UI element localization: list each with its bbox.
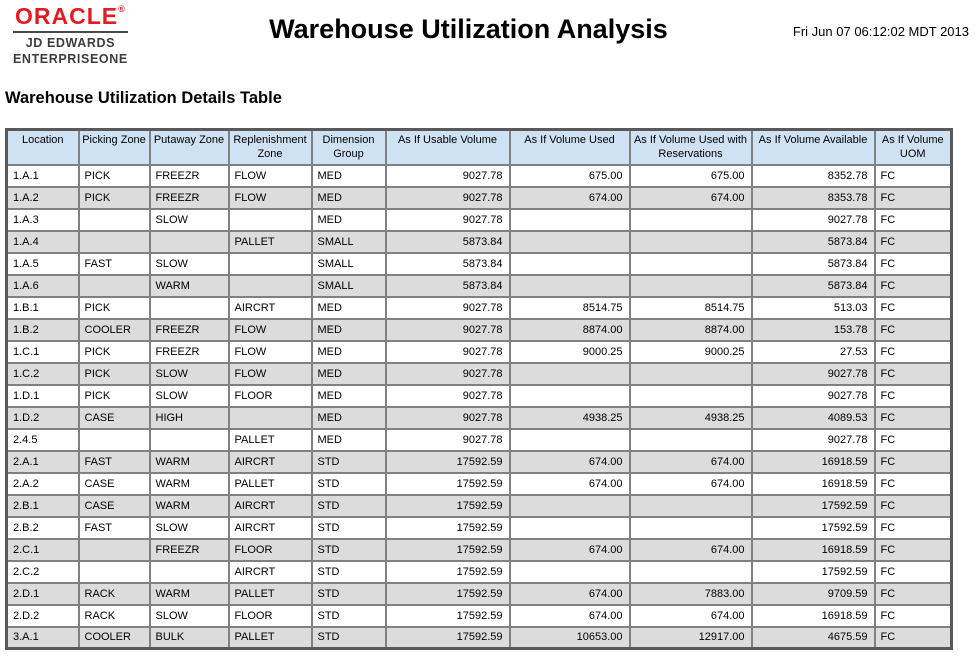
table-row bbox=[7, 165, 952, 187]
report-title: Warehouse Utilization Analysis bbox=[269, 14, 668, 44]
table-cell: AIRCRT bbox=[229, 495, 312, 517]
table-cell bbox=[510, 209, 630, 231]
table-cell: MED bbox=[312, 363, 386, 385]
table-cell: 2.C.1 bbox=[7, 539, 79, 561]
table-cell: FC bbox=[875, 363, 952, 385]
table-cell bbox=[229, 253, 312, 275]
table-row bbox=[7, 473, 952, 495]
table-cell: 9027.78 bbox=[386, 363, 510, 385]
table-cell: AIRCRT bbox=[229, 297, 312, 319]
column-header: As If Volume Used with Reservations bbox=[630, 130, 752, 165]
table-cell bbox=[150, 231, 229, 253]
table-cell: STD bbox=[312, 539, 386, 561]
table-cell: 674.00 bbox=[510, 451, 630, 473]
table-cell: FLOW bbox=[229, 165, 312, 187]
table-cell: STD bbox=[312, 517, 386, 539]
table-cell: WARM bbox=[150, 451, 229, 473]
column-header: Dimension Group bbox=[312, 130, 386, 165]
oracle-brand-text: ORACLE bbox=[15, 3, 119, 29]
table-cell: 9027.78 bbox=[386, 209, 510, 231]
table-cell bbox=[510, 495, 630, 517]
table-row bbox=[7, 275, 952, 297]
table-row bbox=[7, 627, 952, 649]
table-cell: 8353.78 bbox=[752, 187, 875, 209]
table-cell: 5873.84 bbox=[752, 275, 875, 297]
table-cell: 17592.59 bbox=[386, 583, 510, 605]
table-cell bbox=[630, 429, 752, 451]
table-cell: 9027.78 bbox=[386, 341, 510, 363]
column-header: As If Volume Used bbox=[510, 130, 630, 165]
table-row bbox=[7, 605, 952, 627]
table-cell: WARM bbox=[150, 583, 229, 605]
table-cell: 1.A.5 bbox=[7, 253, 79, 275]
table-cell: 16918.59 bbox=[752, 451, 875, 473]
table-cell: 9027.78 bbox=[386, 429, 510, 451]
table-cell: 674.00 bbox=[510, 539, 630, 561]
table-cell: 2.B.2 bbox=[7, 517, 79, 539]
table-cell: 5873.84 bbox=[752, 253, 875, 275]
table-row bbox=[7, 231, 952, 253]
table-cell: FC bbox=[875, 187, 952, 209]
table-cell: 9027.78 bbox=[386, 297, 510, 319]
table-cell: SMALL bbox=[312, 231, 386, 253]
table-cell: 16918.59 bbox=[752, 539, 875, 561]
table-cell: 17592.59 bbox=[752, 495, 875, 517]
table-row bbox=[7, 539, 952, 561]
table-cell: FC bbox=[875, 429, 952, 451]
table-cell: RACK bbox=[79, 583, 150, 605]
table-cell: STD bbox=[312, 627, 386, 649]
table-cell: FC bbox=[875, 517, 952, 539]
table-cell: 9709.59 bbox=[752, 583, 875, 605]
table-cell: FC bbox=[875, 539, 952, 561]
table-cell: FLOOR bbox=[229, 385, 312, 407]
table-cell: 674.00 bbox=[510, 583, 630, 605]
table-cell: 9027.78 bbox=[386, 407, 510, 429]
column-header: Picking Zone bbox=[79, 130, 150, 165]
table-cell: 153.78 bbox=[752, 319, 875, 341]
table-cell bbox=[510, 231, 630, 253]
table-cell: 17592.59 bbox=[386, 495, 510, 517]
table-cell: 4938.25 bbox=[630, 407, 752, 429]
table-cell: FC bbox=[875, 165, 952, 187]
column-header: Putaway Zone bbox=[150, 130, 229, 165]
table-cell: SMALL bbox=[312, 275, 386, 297]
table-row bbox=[7, 297, 952, 319]
table-cell bbox=[229, 209, 312, 231]
table-cell: 2.4.5 bbox=[7, 429, 79, 451]
table-cell: 1.C.1 bbox=[7, 341, 79, 363]
table-cell: 16918.59 bbox=[752, 473, 875, 495]
table-cell: 674.00 bbox=[510, 605, 630, 627]
registered-trademark-icon: ® bbox=[118, 4, 126, 14]
table-cell: FREEZR bbox=[150, 187, 229, 209]
table-cell: FLOW bbox=[229, 341, 312, 363]
table-cell: 674.00 bbox=[630, 451, 752, 473]
table-cell: WARM bbox=[150, 495, 229, 517]
table-cell: MED bbox=[312, 385, 386, 407]
table-cell: PALLET bbox=[229, 429, 312, 451]
table-cell: 8352.78 bbox=[752, 165, 875, 187]
table-cell: 5873.84 bbox=[386, 253, 510, 275]
table-cell bbox=[630, 253, 752, 275]
table-cell: STD bbox=[312, 451, 386, 473]
table-cell: FLOW bbox=[229, 187, 312, 209]
table-cell: FC bbox=[875, 231, 952, 253]
table-cell: PICK bbox=[79, 165, 150, 187]
table-cell bbox=[229, 407, 312, 429]
table-cell bbox=[510, 385, 630, 407]
table-cell: FC bbox=[875, 341, 952, 363]
table-cell: FC bbox=[875, 275, 952, 297]
table-cell bbox=[229, 275, 312, 297]
table-cell: FLOOR bbox=[229, 605, 312, 627]
table-cell: SLOW bbox=[150, 385, 229, 407]
table-cell: MED bbox=[312, 297, 386, 319]
table-cell: FC bbox=[875, 209, 952, 231]
table-cell: CASE bbox=[79, 473, 150, 495]
table-cell: MED bbox=[312, 341, 386, 363]
table-cell: FREEZR bbox=[150, 341, 229, 363]
table-cell bbox=[630, 385, 752, 407]
table-cell: PICK bbox=[79, 187, 150, 209]
table-cell bbox=[510, 275, 630, 297]
table-cell: 27.53 bbox=[752, 341, 875, 363]
table-cell: 17592.59 bbox=[752, 561, 875, 583]
table-cell: 5873.84 bbox=[386, 275, 510, 297]
table-cell bbox=[630, 517, 752, 539]
table-cell: PICK bbox=[79, 363, 150, 385]
table-row bbox=[7, 363, 952, 385]
table-cell: 1.D.1 bbox=[7, 385, 79, 407]
report-banner bbox=[0, 0, 976, 86]
table-cell: WARM bbox=[150, 275, 229, 297]
column-header: Replenishment Zone bbox=[229, 130, 312, 165]
table-cell: FC bbox=[875, 627, 952, 649]
table-cell: 9000.25 bbox=[510, 341, 630, 363]
table-cell: 674.00 bbox=[510, 473, 630, 495]
table-cell: FC bbox=[875, 605, 952, 627]
table-cell bbox=[510, 363, 630, 385]
table-cell: FC bbox=[875, 583, 952, 605]
column-header: As If Volume Available bbox=[752, 130, 875, 165]
table-cell: FC bbox=[875, 319, 952, 341]
table-cell: 9000.25 bbox=[630, 341, 752, 363]
table-cell: 1.A.4 bbox=[7, 231, 79, 253]
table-cell: 674.00 bbox=[510, 187, 630, 209]
table-cell bbox=[630, 209, 752, 231]
table-cell: 9027.78 bbox=[752, 429, 875, 451]
table-cell: 1.A.6 bbox=[7, 275, 79, 297]
table-cell: 10653.00 bbox=[510, 627, 630, 649]
table-cell: 17592.59 bbox=[386, 627, 510, 649]
logo-division-line1: JD EDWARDS bbox=[25, 36, 116, 50]
table-cell bbox=[630, 275, 752, 297]
table-cell: FREEZR bbox=[150, 539, 229, 561]
table-cell: PICK bbox=[79, 297, 150, 319]
table-cell: 2.D.2 bbox=[7, 605, 79, 627]
table-cell: FLOW bbox=[229, 319, 312, 341]
table-cell: 17592.59 bbox=[386, 473, 510, 495]
table-cell: 5873.84 bbox=[386, 231, 510, 253]
table-row bbox=[7, 407, 952, 429]
table-cell: 2.B.1 bbox=[7, 495, 79, 517]
table-cell: 1.A.3 bbox=[7, 209, 79, 231]
table-cell: PICK bbox=[79, 341, 150, 363]
table-row bbox=[7, 495, 952, 517]
table-cell: 1.A.2 bbox=[7, 187, 79, 209]
table-cell: 12917.00 bbox=[630, 627, 752, 649]
table-cell: FREEZR bbox=[150, 319, 229, 341]
table-cell bbox=[79, 209, 150, 231]
table-cell: 9027.78 bbox=[386, 319, 510, 341]
table-cell: SLOW bbox=[150, 209, 229, 231]
table-cell: SMALL bbox=[312, 253, 386, 275]
table-row bbox=[7, 209, 952, 231]
table-cell: 16918.59 bbox=[752, 605, 875, 627]
table-row bbox=[7, 319, 952, 341]
table-cell: 674.00 bbox=[630, 187, 752, 209]
table-cell: 9027.78 bbox=[752, 385, 875, 407]
table-cell: 4089.53 bbox=[752, 407, 875, 429]
column-header: As If Volume UOM bbox=[875, 130, 952, 165]
table-cell: SLOW bbox=[150, 363, 229, 385]
oracle-wordmark bbox=[13, 5, 128, 33]
section-title: Warehouse Utilization Details Table bbox=[5, 89, 282, 107]
table-cell: MED bbox=[312, 187, 386, 209]
table-cell: HIGH bbox=[150, 407, 229, 429]
table-cell: 4675.59 bbox=[752, 627, 875, 649]
table-cell: 17592.59 bbox=[386, 561, 510, 583]
table-cell: 8874.00 bbox=[510, 319, 630, 341]
table-row bbox=[7, 385, 952, 407]
table-cell: 675.00 bbox=[510, 165, 630, 187]
column-header: Location bbox=[7, 130, 79, 165]
table-cell: AIRCRT bbox=[229, 561, 312, 583]
table-cell: SLOW bbox=[150, 253, 229, 275]
table-cell: FAST bbox=[79, 517, 150, 539]
table-cell bbox=[150, 561, 229, 583]
table-cell: FLOW bbox=[229, 363, 312, 385]
table-cell bbox=[630, 363, 752, 385]
table-cell bbox=[510, 429, 630, 451]
table-cell bbox=[630, 561, 752, 583]
utilization-table-container bbox=[5, 128, 976, 650]
table-cell: MED bbox=[312, 319, 386, 341]
table-cell: CASE bbox=[79, 407, 150, 429]
table-cell: FC bbox=[875, 451, 952, 473]
table-row bbox=[7, 451, 952, 473]
table-cell: 8514.75 bbox=[630, 297, 752, 319]
table-cell: CASE bbox=[79, 495, 150, 517]
table-cell bbox=[79, 429, 150, 451]
table-cell: FC bbox=[875, 385, 952, 407]
table-cell: 17592.59 bbox=[386, 539, 510, 561]
table-cell: STD bbox=[312, 605, 386, 627]
table-head bbox=[7, 130, 952, 165]
table-body bbox=[7, 165, 952, 649]
table-cell: AIRCRT bbox=[229, 517, 312, 539]
table-row bbox=[7, 253, 952, 275]
table-cell: 5873.84 bbox=[752, 231, 875, 253]
table-cell: MED bbox=[312, 429, 386, 451]
table-cell: 1.C.2 bbox=[7, 363, 79, 385]
table-cell bbox=[150, 429, 229, 451]
table-cell: 1.D.2 bbox=[7, 407, 79, 429]
table-cell: 9027.78 bbox=[386, 187, 510, 209]
table-cell: 17592.59 bbox=[386, 517, 510, 539]
table-cell: 2.C.2 bbox=[7, 561, 79, 583]
table-cell: COOLER bbox=[79, 627, 150, 649]
table-cell: 3.A.1 bbox=[7, 627, 79, 649]
table-cell: 1.A.1 bbox=[7, 165, 79, 187]
table-cell: FC bbox=[875, 253, 952, 275]
table-cell: 674.00 bbox=[630, 605, 752, 627]
table-cell: 9027.78 bbox=[386, 385, 510, 407]
table-cell: 674.00 bbox=[630, 473, 752, 495]
table-cell: FC bbox=[875, 561, 952, 583]
table-row bbox=[7, 517, 952, 539]
table-cell bbox=[150, 297, 229, 319]
table-cell: STD bbox=[312, 583, 386, 605]
table-cell: PALLET bbox=[229, 473, 312, 495]
table-cell: FREEZR bbox=[150, 165, 229, 187]
table-header-row bbox=[7, 130, 952, 165]
table-row bbox=[7, 429, 952, 451]
table-cell: SLOW bbox=[150, 517, 229, 539]
table-cell: MED bbox=[312, 407, 386, 429]
table-cell: 2.A.1 bbox=[7, 451, 79, 473]
table-cell bbox=[630, 231, 752, 253]
table-cell bbox=[79, 275, 150, 297]
table-cell: 675.00 bbox=[630, 165, 752, 187]
table-cell: MED bbox=[312, 165, 386, 187]
logo-division-line2: ENTERPRISEONE bbox=[13, 51, 128, 66]
table-cell: AIRCRT bbox=[229, 451, 312, 473]
table-cell: 513.03 bbox=[752, 297, 875, 319]
column-header: As If Usable Volume bbox=[386, 130, 510, 165]
table-cell bbox=[79, 539, 150, 561]
table-cell: 9027.78 bbox=[752, 363, 875, 385]
table-cell: MED bbox=[312, 209, 386, 231]
table-cell: 8514.75 bbox=[510, 297, 630, 319]
table-cell: PALLET bbox=[229, 583, 312, 605]
table-cell: STD bbox=[312, 561, 386, 583]
table-cell: 1.B.1 bbox=[7, 297, 79, 319]
table-row bbox=[7, 583, 952, 605]
report-timestamp: Fri Jun 07 06:12:02 MDT 2013 bbox=[792, 24, 969, 39]
table-cell: WARM bbox=[150, 473, 229, 495]
oracle-jdedwards-logo bbox=[13, 5, 128, 67]
table-cell: PICK bbox=[79, 385, 150, 407]
table-cell: 8874.00 bbox=[630, 319, 752, 341]
table-cell: PALLET bbox=[229, 231, 312, 253]
table-cell: FAST bbox=[79, 451, 150, 473]
table-cell bbox=[510, 561, 630, 583]
table-cell: STD bbox=[312, 473, 386, 495]
table-cell: PALLET bbox=[229, 627, 312, 649]
table-cell: FC bbox=[875, 495, 952, 517]
table-cell: FC bbox=[875, 297, 952, 319]
table-cell: 2.D.1 bbox=[7, 583, 79, 605]
table-cell: 9027.78 bbox=[752, 209, 875, 231]
table-cell: FAST bbox=[79, 253, 150, 275]
table-cell bbox=[79, 561, 150, 583]
table-cell: 2.A.2 bbox=[7, 473, 79, 495]
table-cell: FLOOR bbox=[229, 539, 312, 561]
table-cell: 674.00 bbox=[630, 539, 752, 561]
table-cell bbox=[510, 253, 630, 275]
table-cell: 17592.59 bbox=[386, 451, 510, 473]
table-row bbox=[7, 341, 952, 363]
table-row bbox=[7, 187, 952, 209]
table-cell: SLOW bbox=[150, 605, 229, 627]
table-cell: 9027.78 bbox=[386, 165, 510, 187]
table-cell: 4938.25 bbox=[510, 407, 630, 429]
table-cell: 7883.00 bbox=[630, 583, 752, 605]
table-cell: RACK bbox=[79, 605, 150, 627]
utilization-details-table bbox=[5, 128, 953, 650]
table-row bbox=[7, 561, 952, 583]
table-cell: BULK bbox=[150, 627, 229, 649]
table-cell bbox=[510, 517, 630, 539]
table-cell: 1.B.2 bbox=[7, 319, 79, 341]
table-cell: FC bbox=[875, 473, 952, 495]
table-cell: 17592.59 bbox=[386, 605, 510, 627]
table-cell: 17592.59 bbox=[752, 517, 875, 539]
table-cell bbox=[79, 231, 150, 253]
table-cell: FC bbox=[875, 407, 952, 429]
table-cell: STD bbox=[312, 495, 386, 517]
table-cell bbox=[630, 495, 752, 517]
table-cell: COOLER bbox=[79, 319, 150, 341]
